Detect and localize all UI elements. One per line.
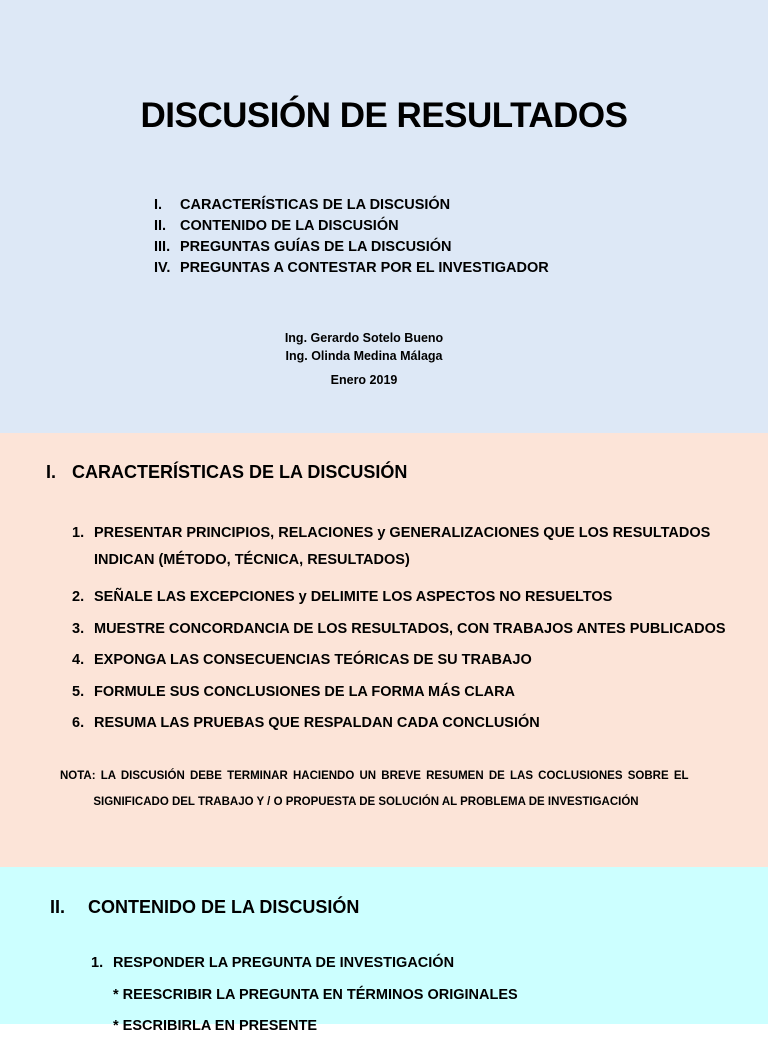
section-title: CARACTERÍSTICAS DE LA DISCUSIÓN: [72, 462, 408, 482]
item-text: MUESTRE CONCORDANCIA DE LOS RESULTADOS, CON TRABAJOS ANTES PUBLICADOS: [94, 620, 726, 637]
toc-number: II.: [154, 218, 167, 234]
list-item: [72, 586, 726, 618]
section-heading: [50, 897, 359, 918]
characteristics-list: [72, 522, 726, 744]
author-name: Ing. Olinda Medina Málaga: [285, 349, 443, 363]
sub-item: * ESCRIBIRLA EN PRESENTE: [113, 1018, 318, 1034]
list-item: [72, 712, 726, 744]
item-number: 1.: [72, 525, 85, 541]
list-item: [91, 952, 518, 984]
item-text: RESUMA LAS PRUEBAS QUE RESPALDAN CADA CONCLUSIÓN: [94, 715, 540, 731]
note-line: NOTA: LA DISCUSIÓN DEBE TERMINAR HACIENDO UN BREVE RESUMEN DE LAS COCLUSIONES SOBRE EL: [60, 770, 689, 782]
item-text: PRESENTAR PRINCIPIOS, RELACIONES y GENERALIZACIONES QUE LOS RESULTADOS: [94, 525, 711, 541]
item-number: 6.: [72, 715, 85, 731]
item-text: FORMULE SUS CONCLUSIONES DE LA FORMA MÁS CLARA: [94, 683, 516, 700]
item-number: 3.: [72, 620, 85, 637]
section-number: II.: [50, 897, 66, 917]
content-slide: [0, 867, 768, 1034]
toc-label: PREGUNTAS GUÍAS DE LA DISCUSIÓN: [180, 239, 452, 255]
title-slide: [0, 0, 768, 433]
toc-item: [154, 237, 549, 258]
characteristics-slide: [0, 433, 768, 867]
content-list: [91, 952, 518, 1046]
sub-item: * REESCRIBIR LA PREGUNTA EN TÉRMINOS ORIGINALES: [113, 987, 518, 1003]
list-item: [72, 649, 726, 681]
toc-item: [154, 258, 549, 279]
page-title: DISCUSIÓN DE RESULTADOS: [140, 96, 628, 135]
table-of-contents: [154, 195, 549, 279]
list-item: [72, 522, 726, 550]
section-number: I.: [46, 462, 57, 482]
note-line: SIGNIFICADO DEL TRABAJO Y / O PROPUESTA DE SOLUCIÓN AL PROBLEMA DE INVESTIGACIÓN: [93, 796, 639, 808]
section-title: CONTENIDO DE LA DISCUSIÓN: [88, 897, 360, 917]
date-label: Enero 2019: [330, 373, 398, 387]
toc-item: [154, 216, 549, 237]
toc-label: PREGUNTAS A CONTESTAR POR EL INVESTIGADOR: [180, 260, 549, 276]
list-item: [72, 618, 726, 650]
item-number: 5.: [72, 683, 85, 700]
item-text: RESPONDER LA PREGUNTA DE INVESTIGACIÓN: [113, 955, 455, 971]
note: [60, 763, 712, 815]
toc-item: [154, 195, 549, 216]
toc-number: IV.: [154, 260, 171, 276]
item-text: EXPONGA LAS CONSECUENCIAS TEÓRICAS DE SU TRABAJO: [94, 652, 532, 668]
toc-number: III.: [154, 239, 171, 255]
author-name: Ing. Gerardo Sotelo Bueno: [284, 331, 444, 345]
item-text: SEÑALE LAS EXCEPCIONES y DELIMITE LOS ASPECTOS NO RESUELTOS: [94, 589, 613, 605]
item-number: 4.: [72, 652, 85, 668]
section-heading: [46, 462, 407, 483]
list-item-continuation: INDICAN (MÉTODO, TÉCNICA, RESULTADOS): [94, 552, 410, 568]
toc-number: I.: [154, 197, 163, 213]
item-number: 1.: [91, 955, 104, 971]
list-item: [72, 681, 726, 713]
item-number: 2.: [72, 589, 85, 605]
toc-label: CONTENIDO DE LA DISCUSIÓN: [180, 218, 399, 234]
toc-label: CARACTERÍSTICAS DE LA DISCUSIÓN: [180, 197, 451, 213]
